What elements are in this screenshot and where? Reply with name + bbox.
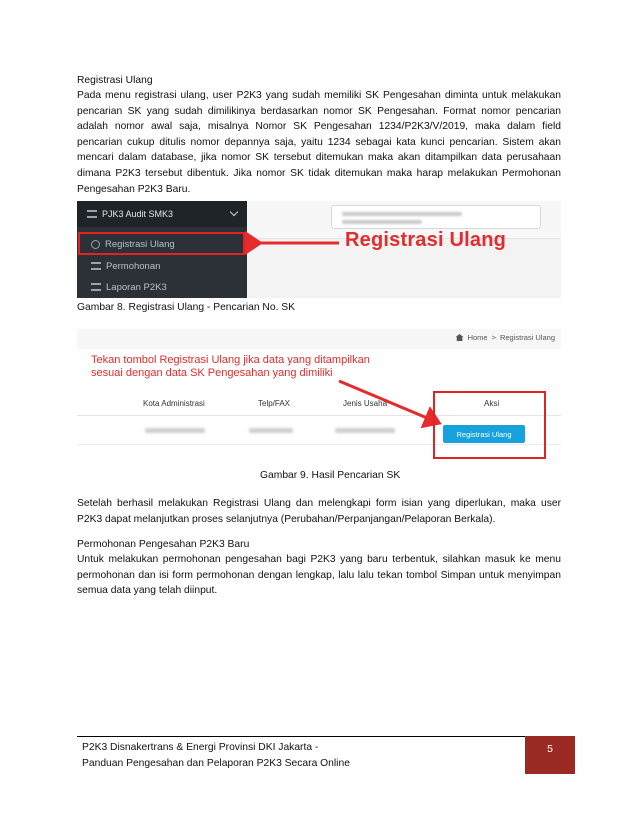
- sidebar-item-label: Laporan P2K3: [106, 281, 167, 293]
- footer-divider: [77, 736, 561, 737]
- figure-9-caption: Gambar 9. Hasil Pencarian SK: [260, 470, 401, 481]
- breadcrumb-home[interactable]: Home: [467, 333, 488, 342]
- footer-line-2: Panduan Pengesahan dan Pelaporan P2K3 Secara Online: [82, 757, 350, 769]
- annotation-note: Tekan tombol Registrasi Ulang jika data yang ditampilkan sesuai dengan data SK Pengesahan yang dimiliki: [91, 354, 370, 379]
- section-heading-registrasi-ulang: Registrasi Ulang: [77, 75, 153, 86]
- annotation-label: Registrasi Ulang: [345, 229, 507, 251]
- breadcrumb-separator: >: [491, 333, 496, 342]
- sidebar-menu-header-label: PJK3 Audit SMK3: [102, 209, 174, 219]
- section-body-registrasi-ulang: Pada menu registrasi ulang, user P2K3 yang sudah memiliki SK Pengesahan diminta untuk melakukan pencarian SK yang sudah dimilikinya berdasarkan nomor SK Pengesahan. Format nomor pencarian adalah nomor awal saja, misalnya Nomor SK Pengesahan 1234/P2K3/V/2019, maka dalam field pencarian cukup ditulis nomor depannya saja, yaitu 1234 sebagai kata kunci pencarian. Sistem akan mencari dalam database, jika nomor SK tersebut ditemukan maka akan ditampilkan data perusahaan dimana P2K3 tersebut dibentuk. Jika nomor SK tidak ditemukan maka harap melakukan Permohonan Pengesahan P2K3 Baru.: [77, 90, 561, 195]
- column-header-aksi: Aksi: [484, 399, 500, 408]
- column-header-telp: Telp/FAX: [258, 399, 291, 408]
- paragraph-lanjutan: Setelah berhasil melakukan Registrasi Ulang dan melengkapi form isian yang diperlukan, maka user P2K3 dapat melanjutkan proses selanjutnya (Perubahan/Perpanjangan/Pelaporan Berkala).: [77, 498, 561, 525]
- sidebar-item-label: Registrasi Ulang: [105, 238, 175, 250]
- page-number: 5: [525, 736, 575, 774]
- figure-8-screenshot: [77, 201, 561, 298]
- footer-text: [82, 740, 350, 771]
- figure-9-screenshot: [77, 329, 561, 467]
- column-header-jenis-usaha: Jenis Usaha: [343, 399, 388, 408]
- footer-line-1: P2K3 Disnakertrans & Energi Provinsi DKI Jakarta -: [82, 742, 319, 753]
- arrow-line: [339, 381, 439, 423]
- figure-8-caption: Gambar 8. Registrasi Ulang - Pencarian No. SK: [77, 302, 296, 313]
- section-body-permohonan: Untuk melakukan permohonan pengesahan bagi P2K3 yang baru terbentuk, silahkan masuk ke menu permohonan dan isi form permohonan dengan lengkap, lalu lalu tekan tombol Simpan untuk menyimpan semua data yang telah diinput.: [77, 554, 561, 597]
- column-header-kota: Kota Administrasi: [143, 399, 205, 408]
- registrasi-ulang-button[interactable]: Registrasi Ulang: [443, 425, 525, 443]
- section-heading-permohonan: Permohonan Pengesahan P2K3 Baru: [77, 539, 250, 550]
- sidebar-item-label: Permohonan: [106, 260, 161, 272]
- breadcrumb-current: Registrasi Ulang: [499, 333, 555, 342]
